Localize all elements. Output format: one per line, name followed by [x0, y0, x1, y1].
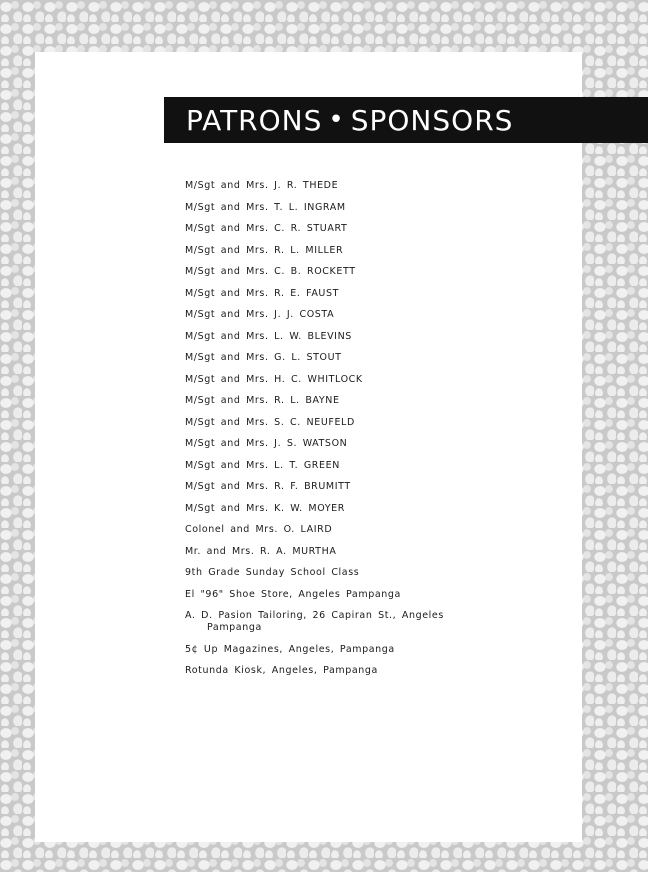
tailoring-line-1: A. D. Pasion Tailoring, 26 Capiran St., Angeles: [185, 610, 444, 621]
list-item: M/Sgt and Mrs. R. L. MILLER: [185, 244, 344, 256]
list-item: M/Sgt and Mrs. T. L. INGRAM: [185, 201, 346, 213]
list-item: M/Sgt and Mrs. R. E. FAUST: [185, 287, 340, 299]
list-item: M/Sgt and Mrs. L. W. BLEVINS: [185, 330, 352, 342]
list-item: M/Sgt and Mrs. J. R. THEDE: [185, 180, 339, 191]
page-title: [164, 97, 648, 143]
page-sheet: [35, 52, 582, 842]
title-patrons: PATRONS: [186, 103, 323, 137]
list-item: M/Sgt and Mrs. C. B. ROCKETT: [185, 266, 356, 277]
list-item: 9th Grade Sunday School Class: [185, 567, 360, 578]
list-item: M/Sgt and Mrs. G. L. STOUT: [185, 352, 342, 363]
list-item: 5¢ Up Magazines, Angeles, Pampanga: [185, 643, 395, 655]
list-item: M/Sgt and Mrs. K. W. MOYER: [185, 502, 345, 514]
list-item: M/Sgt and Mrs. R. F. BRUMITT: [185, 481, 351, 492]
list-item: M/Sgt and Mrs. H. C. WHITLOCK: [185, 373, 363, 385]
list-item: El "96" Shoe Store, Angeles Pampanga: [185, 588, 401, 600]
title-separator: •: [328, 105, 345, 135]
tailoring-line-2: Pampanga: [207, 622, 262, 633]
list-item: M/Sgt and Mrs. L. T. GREEN: [185, 459, 340, 471]
list-item: Rotunda Kiosk, Angeles, Pampanga: [185, 665, 378, 676]
list-item: M/Sgt and Mrs. R. L. BAYNE: [185, 395, 340, 406]
title-sponsors: SPONSORS: [350, 103, 514, 137]
list-item: Colonel and Mrs. O. LAIRD: [185, 524, 333, 535]
list-item: Mr. and Mrs. R. A. MURTHA: [185, 545, 337, 557]
list-item-tailoring: [185, 610, 444, 634]
patron-list: [185, 180, 444, 687]
list-item: M/Sgt and Mrs. C. R. STUART: [185, 223, 348, 234]
list-item: M/Sgt and Mrs. J. S. WATSON: [185, 438, 348, 449]
list-item: M/Sgt and Mrs. S. C. NEUFELD: [185, 416, 355, 428]
list-item: M/Sgt and Mrs. J. J. COSTA: [185, 309, 335, 320]
